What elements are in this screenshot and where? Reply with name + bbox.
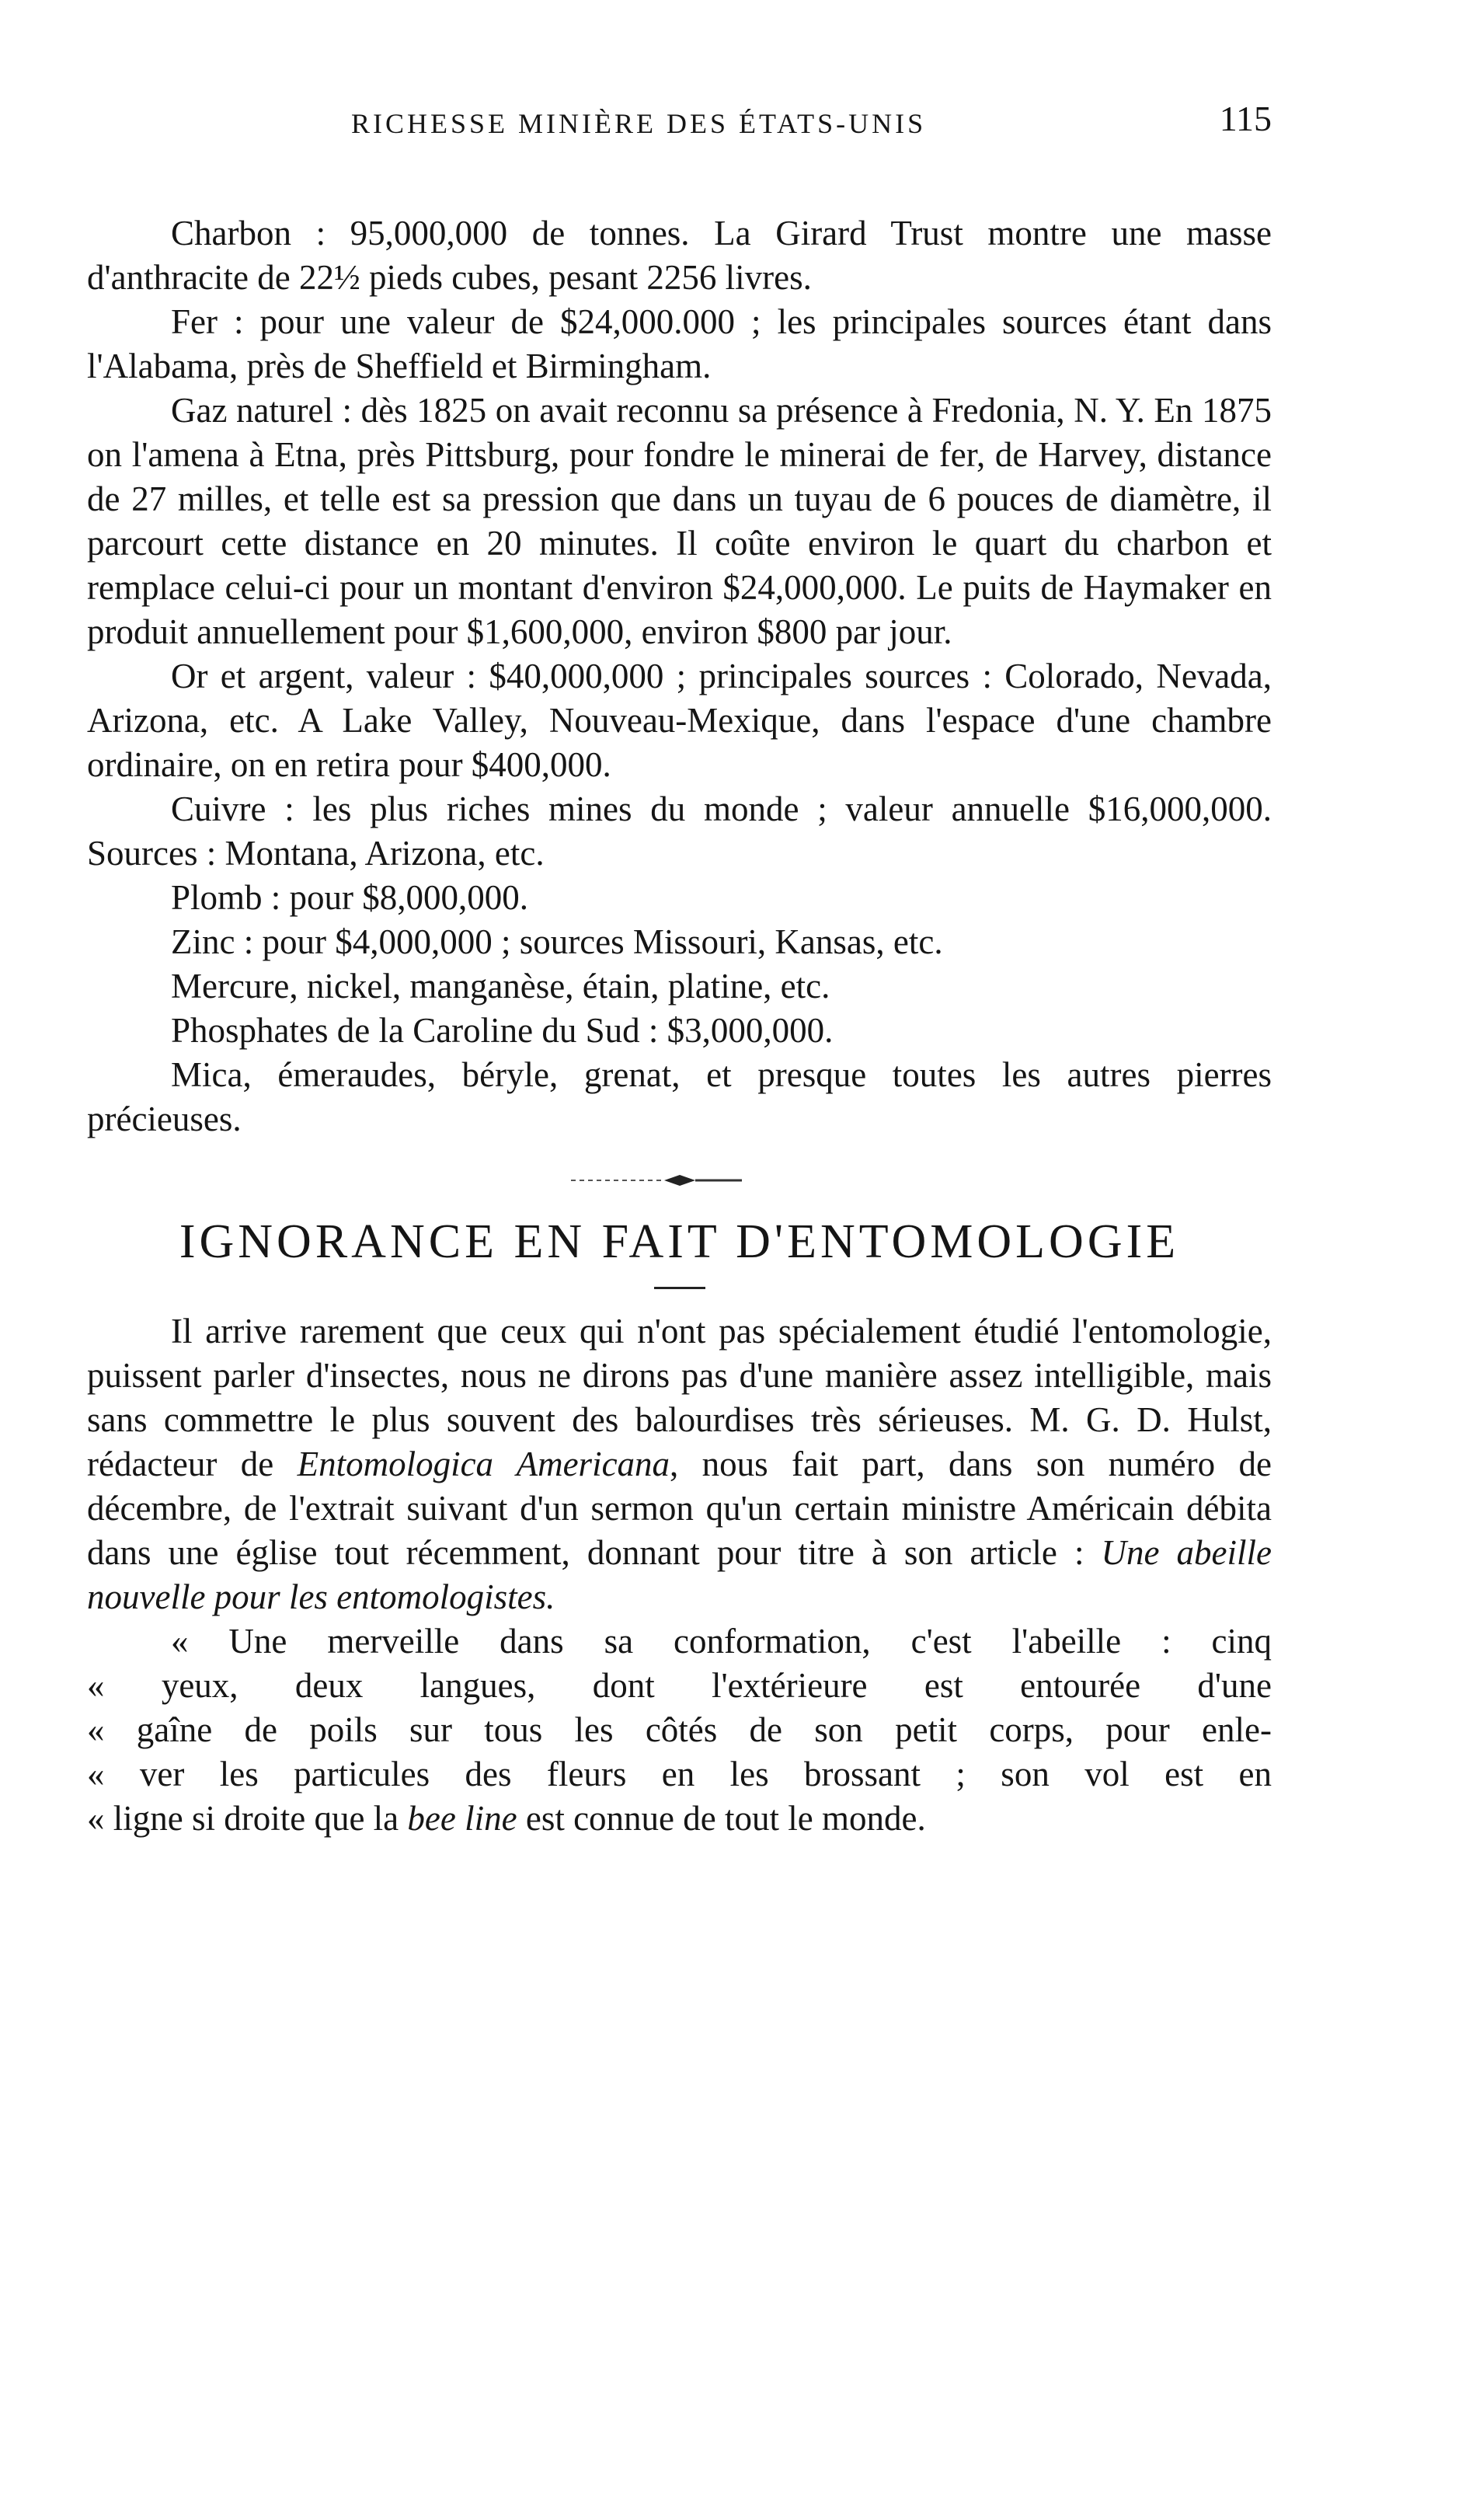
section-title: IGNORANCE EN FAIT D'ENTOMOLOGIE (179, 1215, 1180, 1268)
quote-line: « Une merveille dans sa conformation, c'est l'abeille : cinq (171, 1622, 1272, 1661)
quote-text-before: « ligne si droite que la (87, 1799, 408, 1838)
quote-line: « yeux, deux langues, dont l'extérieure est entourée d'une (87, 1666, 1272, 1705)
mining-paragraph-copper: Cuivre : les plus riches mines du monde ; valeur annuelle $16,000,000. Sources : Montana, Arizona, etc. (87, 789, 1272, 873)
mining-paragraph-lead: Plomb : pour $8,000,000. (171, 878, 529, 917)
journal-title: Entomologica Americana (297, 1445, 670, 1483)
book-page (87, 93, 1272, 1841)
running-head (87, 93, 1272, 163)
intro-text-before: Il arrive rarement que ceux qui n'ont pas spécialement étudié l'entomologie, puissent parler d'insectes, nous ne dirons pas d'une manière assez intelligible, mais sans commettre le plus souvent des balourdises très sérieuses. M. G. D. Hulst, rédacteur de (87, 1312, 1272, 1483)
mining-list (87, 211, 1272, 1141)
mining-paragraph-natural-gas: Gaz naturel : dès 1825 on avait reconnu sa présence à Fredonia, N. Y. En 1875 on l'amena à Etna, près Pittsburg, pour fondre le minerai de fer, de Harvey, distance de 27 milles, et telle est sa pression que dans un tuyau de 6 pouces de diamètre, il parcourt cette distance en 20 minutes. Il coûte environ le quart du charbon et remplace celui-ci pour un montant d'environ $24,000,000. Le puits de Haymaker en produit annuellement pour $1,600,000, environ $800 par jour. (87, 391, 1272, 651)
quote-text-after: est connue de tout le monde. (517, 1799, 926, 1838)
mining-paragraph-phosphates: Phosphates de la Caroline du Sud : $3,000,000. (171, 1011, 834, 1050)
mining-paragraph-zinc: Zinc : pour $4,000,000 ; sources Missouri, Kansas, etc. (171, 922, 943, 961)
running-title: RICHESSE MINIÈRE DES ÉTATS-UNIS (351, 108, 927, 139)
mining-paragraph-gold-silver: Or et argent, valeur : $40,000,000 ; principales sources : Colorado, Nevada, Arizona, etc. A Lake Valley, Nouveau-Mexique, dans l'espace d'une chambre ordinaire, on en retira pour $400,000. (87, 657, 1272, 784)
mining-paragraph-mercury: Mercure, nickel, manganèse, étain, platine, etc. (171, 967, 830, 1006)
bee-line-term: bee line (407, 1799, 517, 1838)
ornamental-divider (563, 1173, 796, 1188)
quote-line: « ver les particules des fleurs en les brossant ; son vol est en (87, 1755, 1272, 1793)
sermon-quote (87, 1619, 1272, 1841)
mining-paragraph-iron: Fer : pour une valeur de $24,000.000 ; les principales sources étant dans l'Alabama, près de Sheffield et Birmingham. (87, 302, 1272, 385)
page-number: 115 (1219, 99, 1272, 138)
mining-paragraph-mica: Mica, émeraudes, béryle, grenat, et presque toutes les autres pierres précieuses. (87, 1055, 1272, 1138)
intro-text-middle: , nous fait part, dans son numéro de décembre, de l'extrait suivant d'un sermon qu'un certain ministre Américain débita dans une église tout récemment, donnant pour titre à son article : (87, 1445, 1272, 1572)
title-underline (654, 1287, 705, 1289)
mining-paragraph-coal: Charbon : 95,000,000 de tonnes. La Girard Trust montre une masse d'anthracite de 22½ pieds cubes, pesant 2256 livres. (87, 214, 1272, 297)
quote-line: « gaîne de poils sur tous les côtés de son petit corps, pour enle- (87, 1710, 1272, 1749)
article-title: Une abeille nouvelle pour les entomologistes. (87, 1533, 1272, 1616)
quote-last-line (87, 1797, 1272, 1841)
section-intro-paragraph (87, 1309, 1272, 1619)
